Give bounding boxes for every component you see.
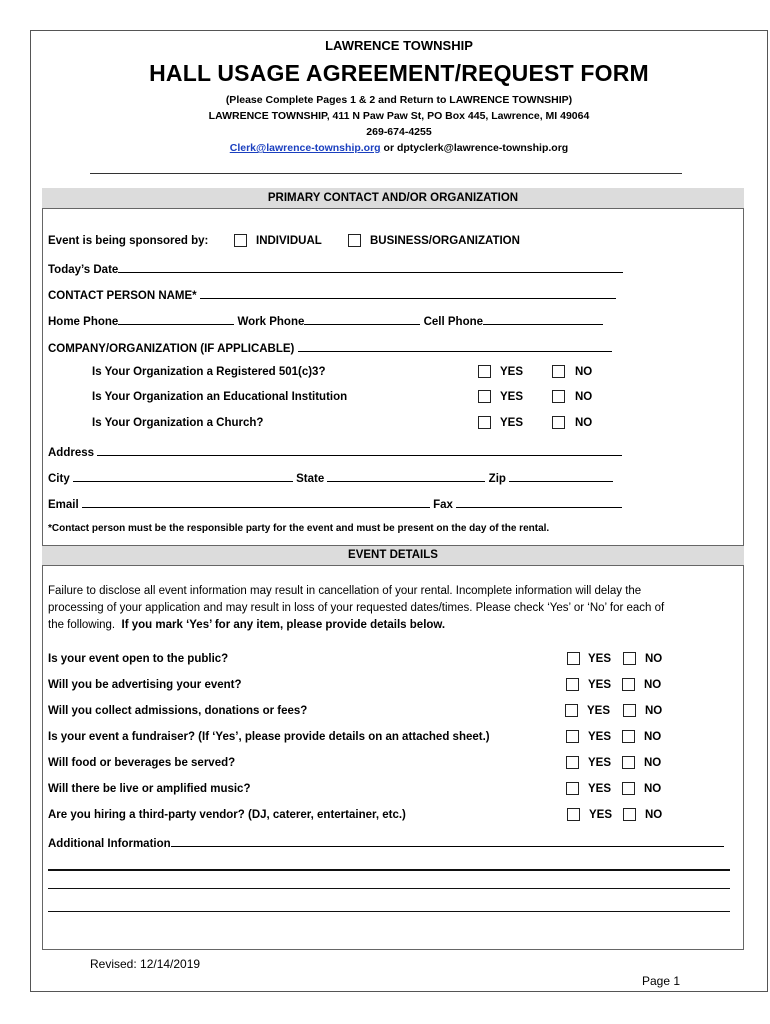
- event-admissions-no-checkbox[interactable]: [623, 704, 636, 717]
- event-food-yes-label: YES: [588, 757, 612, 769]
- event-public-yes-label: YES: [588, 653, 612, 665]
- individual-label: INDIVIDUAL: [256, 235, 322, 247]
- org-501c3-yes-checkbox[interactable]: [478, 365, 491, 378]
- org-question-education: Is Your Organization an Educational Institution: [92, 391, 348, 403]
- mailing-address: LAWRENCE TOWNSHIP, 411 N Paw Paw St, PO Box 445, Lawrence, MI 49064: [208, 110, 590, 122]
- org-education-yes-checkbox[interactable]: [478, 390, 491, 403]
- email-label: Email: [48, 499, 79, 511]
- org-501c3-yes-label: YES: [500, 366, 524, 378]
- event-fundraiser-no-checkbox[interactable]: [622, 730, 635, 743]
- event-admissions-yes-checkbox[interactable]: [565, 704, 578, 717]
- fax-field[interactable]: [456, 496, 622, 508]
- state-label: State: [296, 473, 325, 485]
- individual-checkbox[interactable]: [234, 234, 247, 247]
- form-title: HALL USAGE AGREEMENT/REQUEST FORM: [149, 60, 649, 86]
- business-checkbox[interactable]: [348, 234, 361, 247]
- event-fundraiser-yes-checkbox[interactable]: [566, 730, 579, 743]
- address-field[interactable]: [97, 444, 622, 456]
- event-fundraiser-no-label: NO: [644, 731, 662, 743]
- phone-number: 269-674-4255: [366, 126, 432, 138]
- contact-person-row: [48, 287, 616, 302]
- additional-info-line-3[interactable]: [48, 911, 730, 912]
- city-state-zip-row: [48, 470, 613, 485]
- event-food-yes-checkbox[interactable]: [566, 756, 579, 769]
- event-question-public: Is your event open to the public?: [48, 653, 229, 665]
- event-question-vendor: Are you hiring a third-party vendor? (DJ, caterer, entertainer, etc.): [48, 809, 406, 821]
- additional-info-line-2[interactable]: [48, 888, 730, 889]
- business-label: BUSINESS/ORGANIZATION: [370, 235, 520, 247]
- event-question-advertising: Will you be advertising your event?: [48, 679, 242, 691]
- sponsored-by-label: Event is being sponsored by:: [48, 235, 209, 247]
- instructions: (Please Complete Pages 1 & 2 and Return to LAWRENCE TOWNSHIP): [225, 94, 573, 106]
- event-advertising-no-checkbox[interactable]: [622, 678, 635, 691]
- event-music-yes-label: YES: [588, 783, 612, 795]
- fax-label: Fax: [433, 499, 453, 511]
- page-number: Page 1: [642, 974, 681, 988]
- deputy-email: dptyclerk@lawrence-township.org: [396, 142, 569, 154]
- event-admissions-no-label: NO: [645, 705, 663, 717]
- email-connector: or: [380, 142, 397, 154]
- city-label: City: [48, 473, 70, 485]
- work-phone-field[interactable]: [304, 313, 420, 325]
- event-vendor-no-checkbox[interactable]: [623, 808, 636, 821]
- address-label: Address: [48, 447, 95, 459]
- contact-person-label: CONTACT PERSON NAME*: [48, 290, 197, 302]
- org-church-no-label: NO: [575, 417, 593, 429]
- event-question-food: Will food or beverages be served?: [48, 757, 236, 769]
- org-education-no-checkbox[interactable]: [552, 390, 565, 403]
- additional-info-row: [48, 835, 724, 850]
- phone-row: [48, 313, 603, 328]
- org-church-no-checkbox[interactable]: [552, 416, 565, 429]
- event-public-no-checkbox[interactable]: [623, 652, 636, 665]
- event-fundraiser-yes-label: YES: [588, 731, 612, 743]
- event-question-fundraiser: Is your event a fundraiser? (If ‘Yes’, please provide details on an attached sheet.): [48, 731, 490, 743]
- event-question-music: Will there be live or amplified music?: [48, 783, 251, 795]
- todays-date-row: [48, 261, 623, 276]
- event-vendor-yes-checkbox[interactable]: [567, 808, 580, 821]
- city-field[interactable]: [73, 470, 293, 482]
- event-public-no-label: NO: [645, 653, 663, 665]
- event-intro-line-2: processing of your application and may result in loss of your requested dates/times. Please check ‘Yes’ or ‘No’ for each of: [48, 602, 665, 614]
- org-church-yes-label: YES: [500, 417, 524, 429]
- event-music-no-checkbox[interactable]: [622, 782, 635, 795]
- zip-label: Zip: [488, 473, 506, 485]
- org-501c3-no-checkbox[interactable]: [552, 365, 565, 378]
- event-food-no-checkbox[interactable]: [622, 756, 635, 769]
- additional-info-line-1[interactable]: [48, 869, 730, 871]
- event-advertising-no-label: NO: [644, 679, 662, 691]
- todays-date-label: Today’s Date: [48, 264, 119, 276]
- event-intro-line-3: [48, 619, 445, 631]
- work-phone-label: Work Phone: [237, 316, 305, 328]
- municipality-name: LAWRENCE TOWNSHIP: [325, 38, 473, 53]
- contact-footnote: *Contact person must be the responsible party for the event and must be present on the day of the rental.: [48, 523, 550, 534]
- org-church-yes-checkbox[interactable]: [478, 416, 491, 429]
- event-question-admissions: Will you collect admissions, donations or fees?: [48, 705, 308, 717]
- cell-phone-field[interactable]: [483, 313, 603, 325]
- org-education-yes-label: YES: [500, 391, 524, 403]
- todays-date-field[interactable]: [118, 261, 623, 273]
- cell-phone-label: Cell Phone: [423, 316, 484, 328]
- clerk-email-link[interactable]: Clerk@lawrence-township.org: [229, 142, 381, 154]
- event-advertising-yes-checkbox[interactable]: [566, 678, 579, 691]
- zip-field[interactable]: [509, 470, 613, 482]
- primary-contact-heading: PRIMARY CONTACT AND/OR ORGANIZATION: [42, 188, 744, 209]
- event-intro-bold: If you mark ‘Yes’ for any item, please provide details below.: [121, 619, 446, 631]
- event-vendor-yes-label: YES: [589, 809, 613, 821]
- event-public-yes-checkbox[interactable]: [567, 652, 580, 665]
- event-advertising-yes-label: YES: [588, 679, 612, 691]
- event-music-no-label: NO: [644, 783, 662, 795]
- additional-info-label: Additional Information: [48, 838, 171, 850]
- event-food-no-label: NO: [644, 757, 662, 769]
- additional-info-field[interactable]: [171, 835, 724, 847]
- event-admissions-yes-label: YES: [587, 705, 611, 717]
- email-field[interactable]: [82, 496, 430, 508]
- org-question-church: Is Your Organization a Church?: [92, 417, 264, 429]
- event-vendor-no-label: NO: [645, 809, 663, 821]
- org-education-no-label: NO: [575, 391, 593, 403]
- home-phone-field[interactable]: [118, 313, 234, 325]
- revised-date: Revised: 12/14/2019: [90, 957, 201, 971]
- event-details-heading: EVENT DETAILS: [42, 546, 744, 566]
- company-label: COMPANY/ORGANIZATION (IF APPLICABLE): [48, 343, 295, 355]
- org-501c3-no-label: NO: [575, 366, 593, 378]
- email-line: [30, 142, 768, 154]
- event-intro-line-1: Failure to disclose all event information may result in cancellation of your rental. Incomplete information will delay the: [48, 585, 642, 597]
- event-intro-plain: the following.: [48, 619, 116, 631]
- email-fax-row: [48, 496, 622, 511]
- event-music-yes-checkbox[interactable]: [566, 782, 579, 795]
- state-field[interactable]: [327, 470, 485, 482]
- company-row: [48, 340, 612, 355]
- company-field[interactable]: [298, 340, 612, 352]
- header-divider: [90, 173, 682, 174]
- org-question-501c3: Is Your Organization a Registered 501(c)3?: [92, 366, 326, 378]
- home-phone-label: Home Phone: [48, 316, 119, 328]
- contact-person-field[interactable]: [200, 287, 616, 299]
- address-row: [48, 444, 622, 459]
